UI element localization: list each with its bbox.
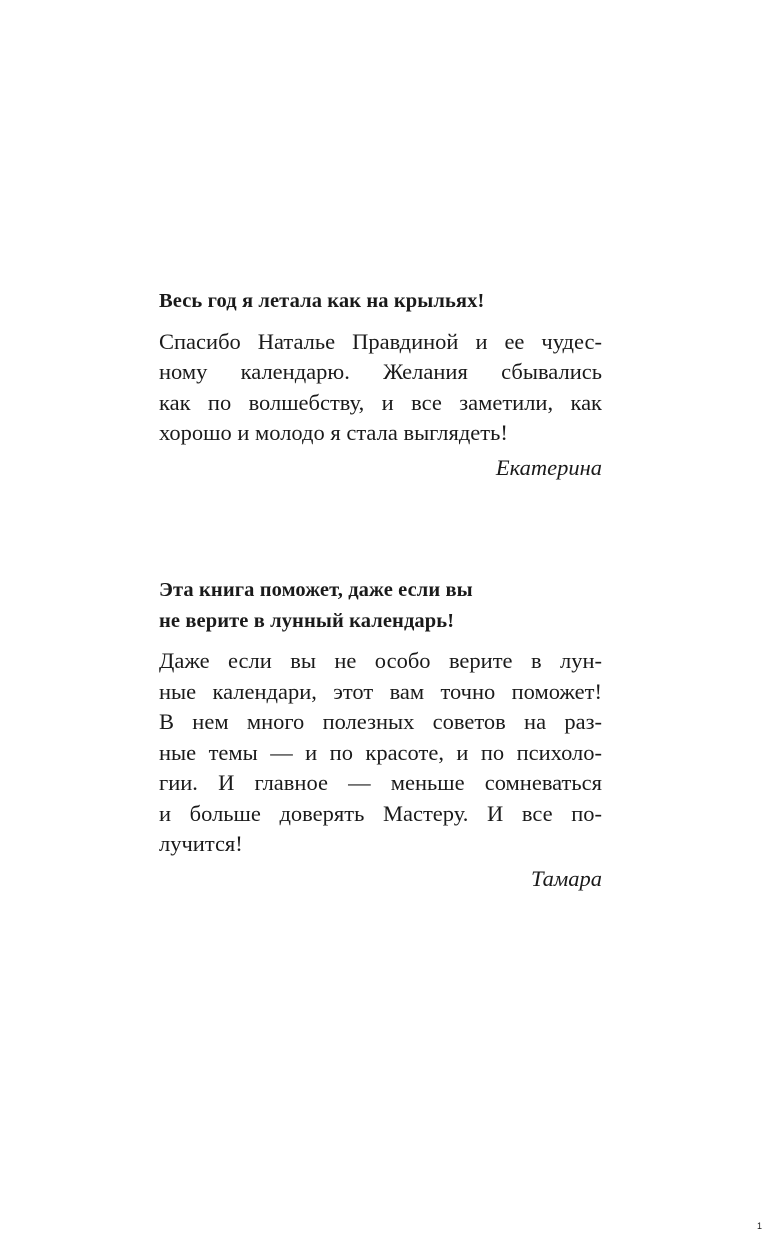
- review-title-line: Эта книга поможет, даже если вы: [159, 579, 473, 601]
- review-body: [159, 327, 602, 484]
- review-body-line: и больше доверять Мастеру. И все по-: [159, 800, 602, 826]
- review-title: [159, 286, 602, 317]
- page-number: 1: [756, 1221, 762, 1231]
- review-body-line: В нем много полезных советов на раз-: [159, 709, 602, 734]
- review-tamara: [159, 575, 602, 895]
- review-body: [159, 646, 602, 895]
- review-body-line: ному календарю. Желания сбывались: [159, 359, 602, 384]
- review-body-line: Спасибо Наталье Правдиной и ее чудес-: [159, 328, 602, 354]
- review-body-line: ные календари, этот вам точно поможет!: [159, 678, 602, 704]
- review-author: Тамара: [530, 865, 602, 891]
- review-author: Екатерина: [495, 454, 602, 480]
- review-body-line: Даже если вы не особо верите в лун-: [159, 648, 602, 673]
- review-body-line: лучится!: [159, 831, 243, 856]
- review-title-line: не верите в лунный календарь!: [159, 609, 455, 632]
- review-body-line: ные темы — и по красоте, и по психоло-: [159, 739, 602, 765]
- review-body-line: как по волшебству, и все заметили, как: [159, 389, 602, 415]
- review-body-line: гии. И главное — меньше сомневаться: [159, 770, 602, 795]
- review-ekaterina: [159, 286, 602, 484]
- review-title: [159, 575, 602, 636]
- review-title-line: Весь год я летала как на крыльях!: [159, 290, 485, 312]
- review-body-line: хорошо и молодо я стала выглядеть!: [159, 420, 508, 445]
